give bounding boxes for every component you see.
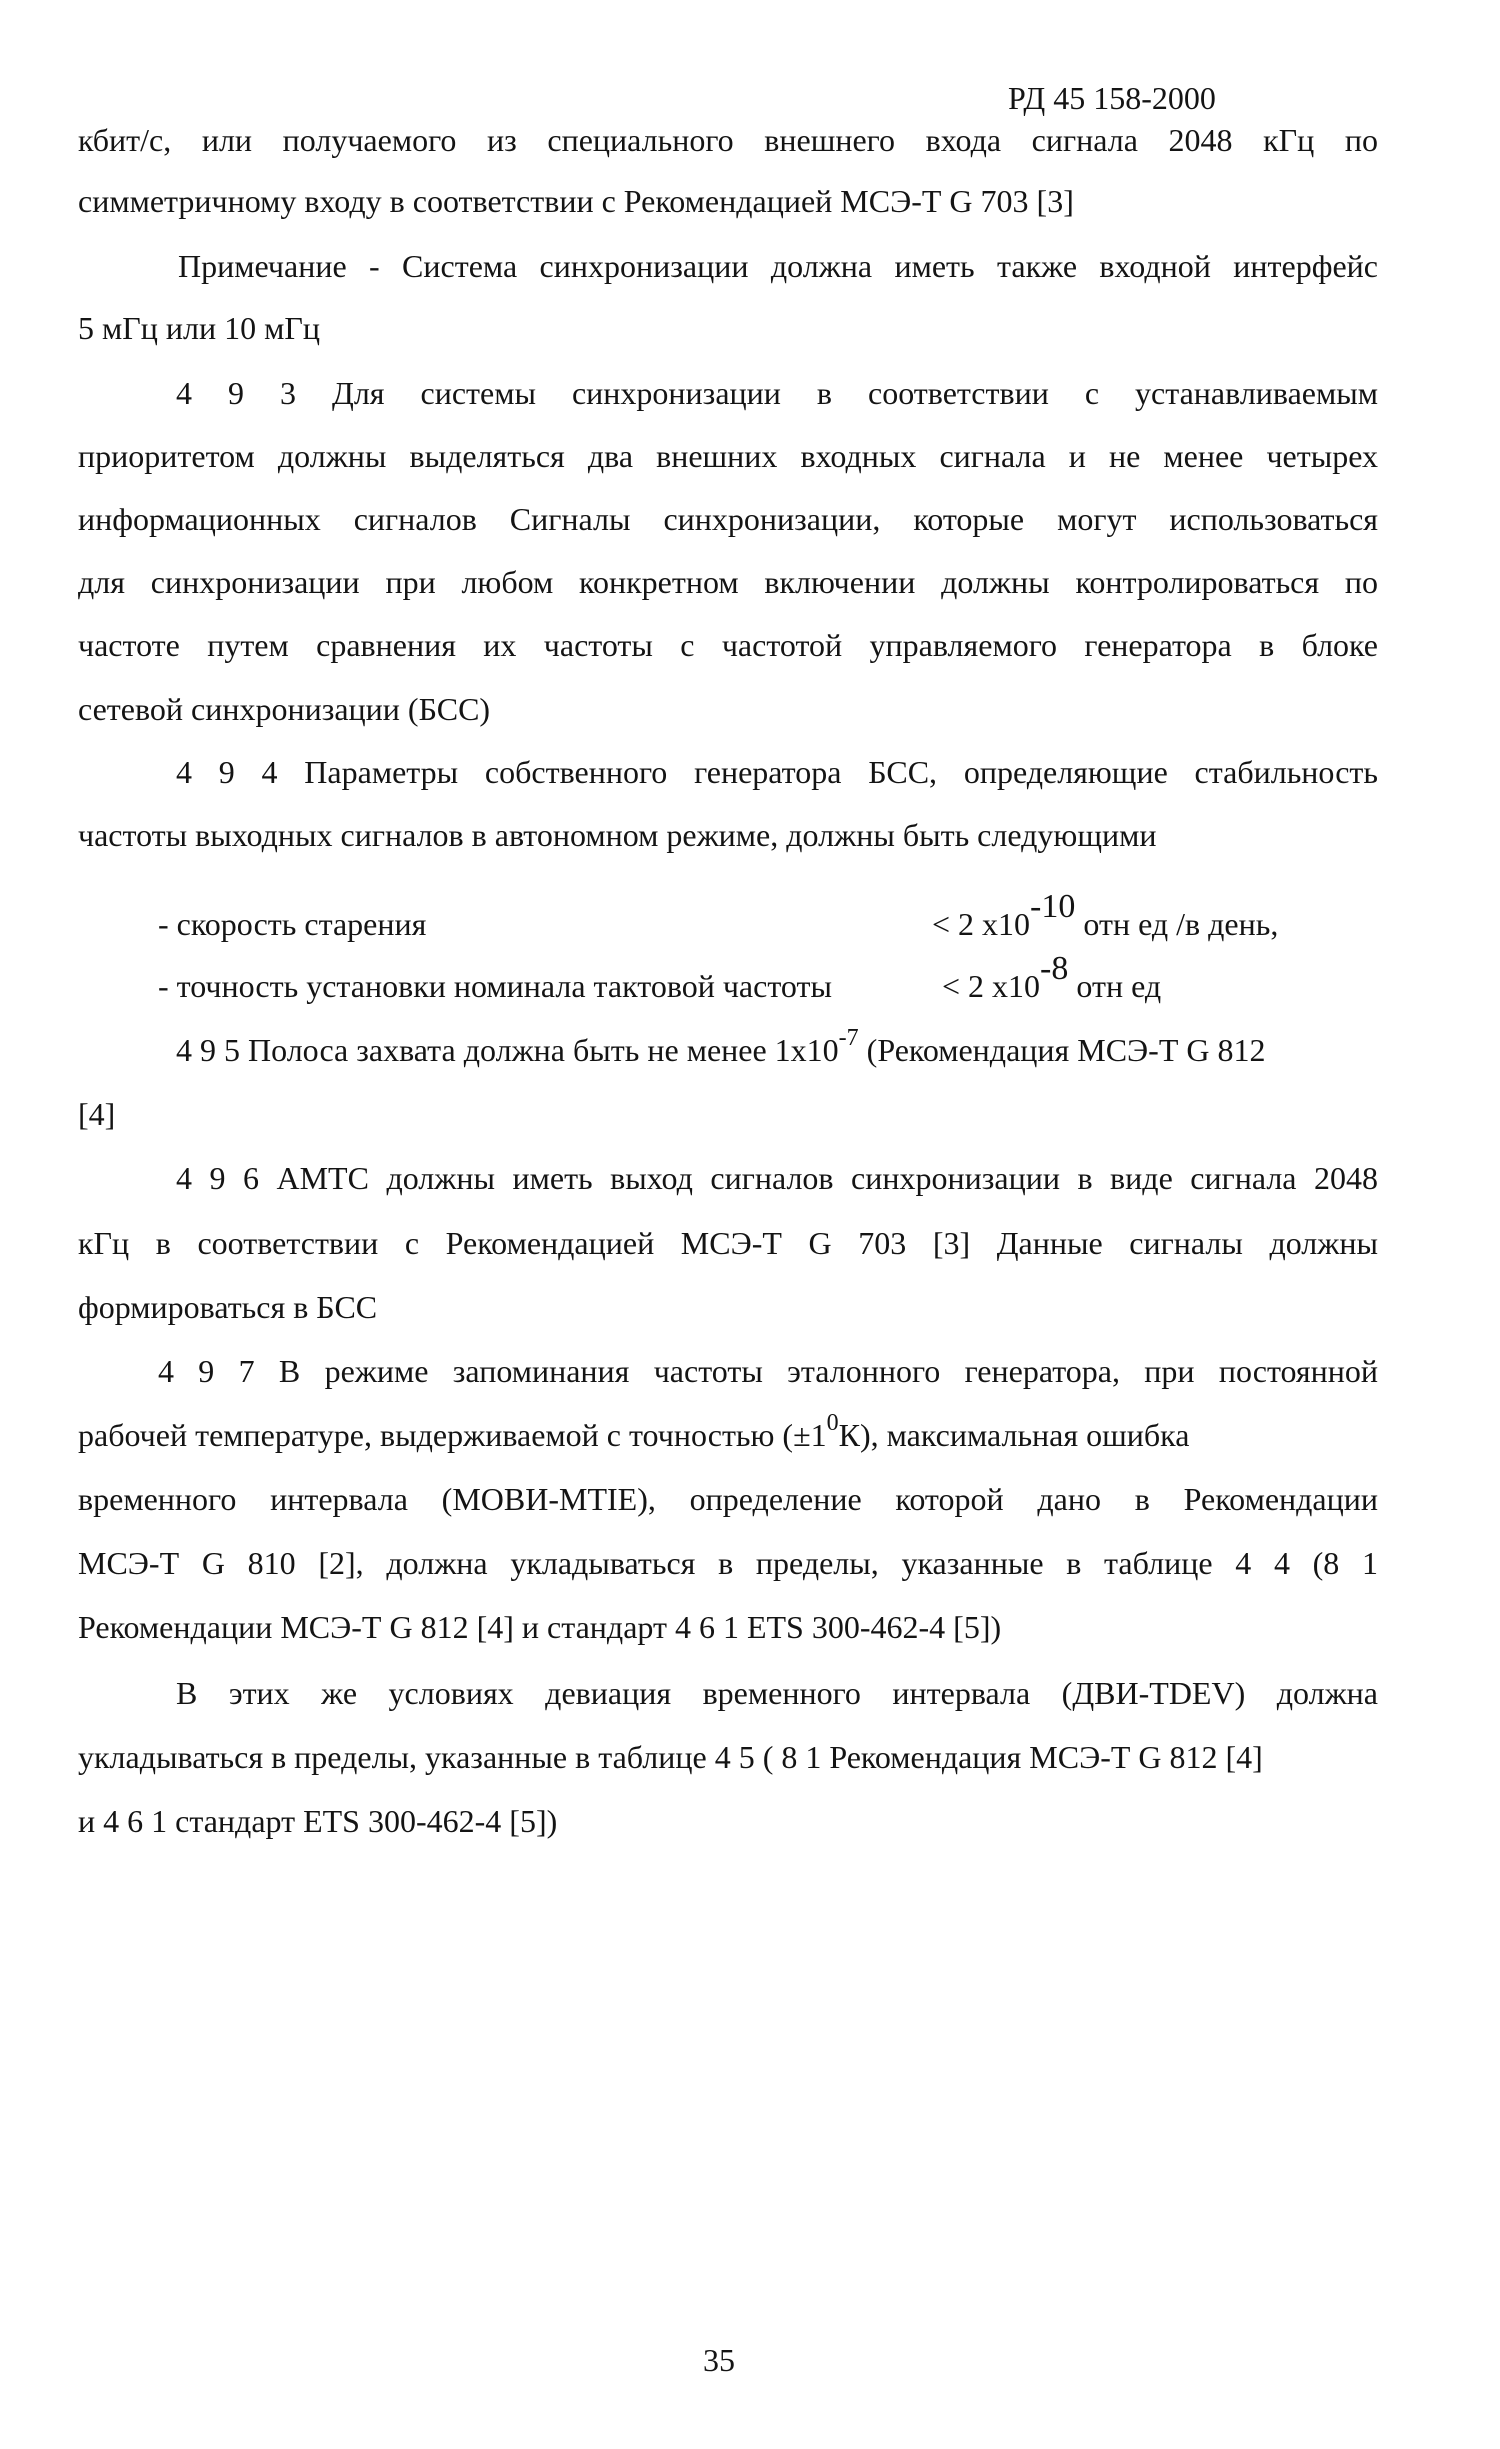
note-line: Примечание - Система синхронизации должна иметь также входной интерфейс [178, 248, 1378, 284]
text-line: 4 9 3 Для системы синхронизации в соответствии с устанавливаемым [176, 375, 1378, 411]
paragraph-495-line [176, 1025, 1266, 1074]
param-accuracy-exponent: -8 [1040, 950, 1069, 987]
param-aging-mantissa: < 2 x10 [932, 906, 1031, 942]
text-line: МСЭ-Т G 810 [2], должна укладываться в пределы, указанные в таблице 4 4 (8 1 [78, 1545, 1378, 1581]
text-line: Рекомендации МСЭ-Т G 812 [4] и стандарт 4 6 1 ETS 300-462-4 [5]) [78, 1609, 1002, 1645]
paragraph-497-text-start: рабочей температуре, выдерживаемой с точностью (±1 [78, 1417, 827, 1453]
document-code: РД 45 158-2000 [1008, 80, 1216, 116]
param-aging-label: - скорость старения [158, 906, 427, 942]
paragraph-497-line-2-full [78, 1410, 1378, 1459]
degree-superscript: 0 [826, 1410, 839, 1436]
text-line: формироваться в БСС [78, 1289, 378, 1325]
text-line: 4 9 4 Параметры собственного генератора БСС, определяющие стабильность [176, 754, 1378, 790]
param-aging-value [932, 888, 1279, 945]
param-aging-unit: отн ед /в день, [1083, 906, 1279, 942]
text-line: В этих же условиях девиация временного интервала (ДВИ-TDEV) должна [176, 1675, 1378, 1711]
text-line: кбит/с, или получаемого из специального внешнего входа сигнала 2048 кГц по [78, 122, 1378, 158]
text-line: частоты выходных сигналов в автономном режиме, должны быть следующими [78, 817, 1157, 853]
paragraph-495-text-end: (Рекомендация МСЭ-Т G 812 [858, 1032, 1266, 1068]
param-accuracy-unit: отн ед [1076, 968, 1162, 1004]
note-line: 5 мГц или 10 мГц [78, 310, 320, 346]
paragraph-497-text-end: К), максимальная ошибка [838, 1417, 1190, 1453]
param-accuracy-mantissa: < 2 x10 [942, 968, 1041, 1004]
paragraph-495-exponent: -7 [838, 1025, 859, 1051]
text-line: информационных сигналов Сигналы синхронизации, которые могут использоваться [78, 501, 1378, 537]
param-accuracy-label: - точность установки номинала тактовой частоты [158, 968, 832, 1004]
text-line: и 4 6 1 стандарт ETS 300-462-4 [5]) [78, 1803, 558, 1839]
text-line: кГц в соответствии с Рекомендацией МСЭ-Т G 703 [3] Данные сигналы должны [78, 1225, 1378, 1261]
text-line: 4 9 6 АМТС должны иметь выход сигналов синхронизации в виде сигнала 2048 [176, 1160, 1378, 1196]
text-line: симметричному входу в соответствии с Рекомендацией МСЭ-Т G 703 [3] [78, 183, 1074, 219]
param-accuracy-value [942, 950, 1162, 1007]
paragraph-495-text: 4 9 5 Полоса захвата должна быть не менее 1x10 [176, 1032, 839, 1068]
param-aging-exponent: -10 [1030, 888, 1076, 925]
text-line: частоте путем сравнения их частоты с частотой управляемого генератора в блоке [78, 627, 1378, 663]
text-line: укладываться в пределы, указанные в таблице 4 5 ( 8 1 Рекомендация МСЭ-Т G 812 [4] [78, 1739, 1263, 1775]
text-line: временного интервала (МОВИ-MTIE), определение которой дано в Рекомендации [78, 1481, 1378, 1517]
text-line: 4 9 7 В режиме запоминания частоты эталонного генератора, при постоянной [158, 1353, 1378, 1389]
text-line: для синхронизации при любом конкретном включении должны контролироваться по [78, 564, 1378, 600]
page-number: 35 [703, 2342, 735, 2378]
text-line: приоритетом должны выделяться два внешних входных сигнала и не менее четырех [78, 438, 1378, 474]
text-line: сетевой синхронизации (БСС) [78, 691, 491, 727]
paragraph-495-reference: [4] [78, 1096, 116, 1132]
